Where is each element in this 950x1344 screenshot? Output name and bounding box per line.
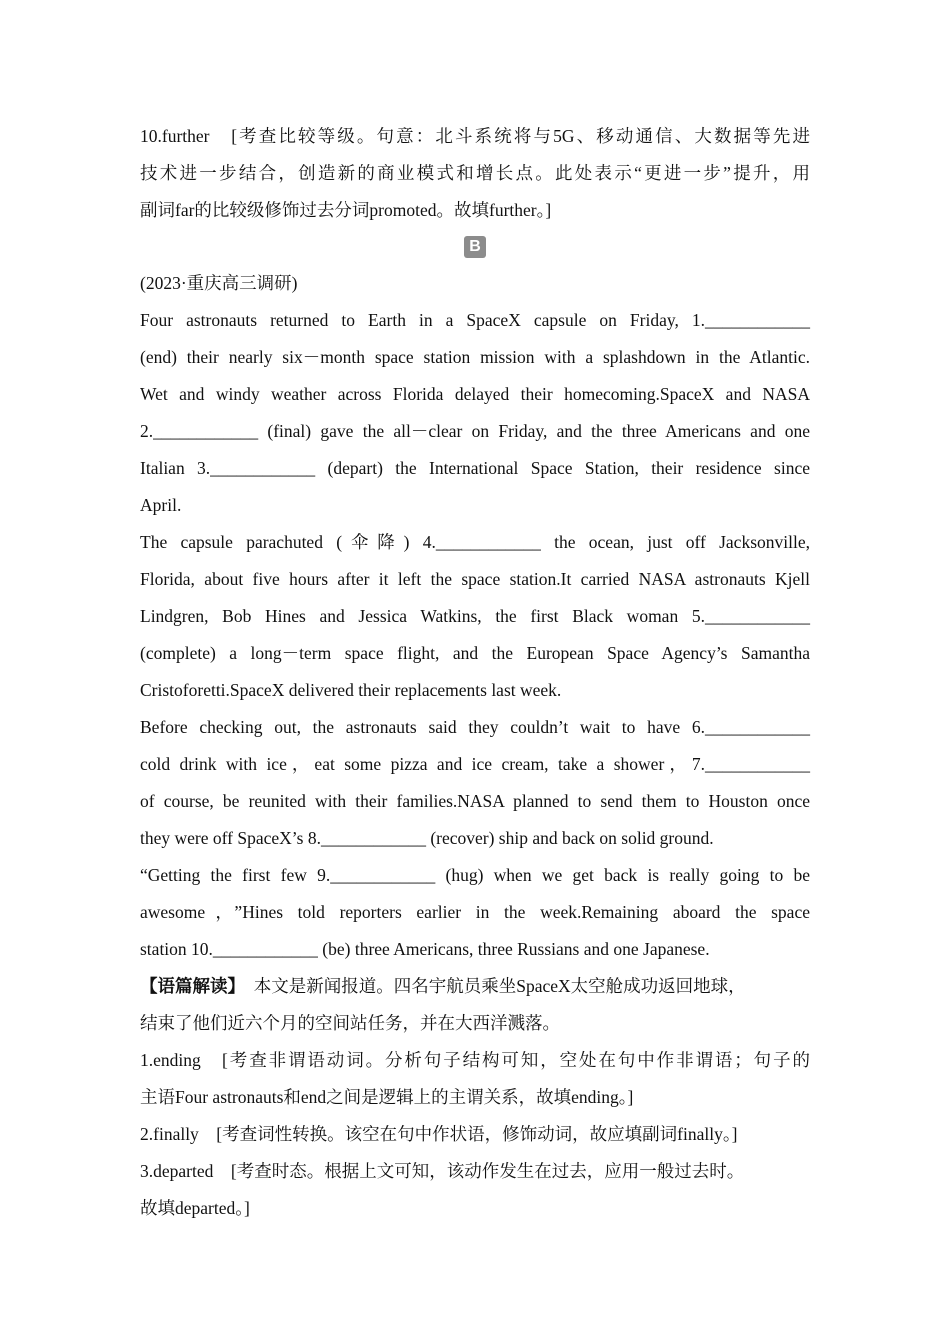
answer-line: 1.ending [考查非谓语动词。分析句子结构可知，空处在句中作非谓语；句子的 (140, 1050, 810, 1070)
reading-summary-line-2: 结束了他们近六个月的空间站任务，并在大西洋溅落。 (140, 1013, 560, 1033)
passage-line: April. (140, 495, 182, 515)
section-badge-row (140, 229, 810, 265)
reading-summary-text: 本文是新闻报道。四名宇航员乘坐SpaceX太空舱成功返回地球， (236, 976, 746, 996)
answer-line: 主语Four astronauts和end之间是逻辑上的主谓关系，故填ending。] (140, 1087, 634, 1107)
passage-line: Cristoforetti.SpaceX delivered their replacements last week. (140, 680, 562, 700)
answer-line: 故填departed。] (140, 1198, 250, 1218)
passage-line: Italian 3.____________ (depart) the International Space Station, their residence since (140, 458, 810, 478)
passage-line: The capsule parachuted (伞降) 4.____________ the ocean, just off Jacksonville, (140, 532, 810, 552)
reading-summary-label: 【语篇解读】 (140, 976, 237, 996)
passage-line: station 10.____________ (be) three Americans, three Russians and one Japanese. (140, 939, 710, 959)
answer-10-line-3: 副词far的比较级修饰过去分词promoted。故填further。] (140, 200, 552, 220)
answer-10-explanation (140, 118, 810, 229)
passage-line: Wet and windy weather across Florida delayed their homecoming.SpaceX and NASA (140, 384, 810, 404)
passage-line: they were off SpaceX’s 8.____________ (recover) ship and back on solid ground. (140, 828, 714, 848)
section-b-badge: B (464, 236, 486, 258)
answer-10-line-2: 技术进一步结合，创造新的商业模式和增长点。此处表示“更进一步”提升，用 (140, 163, 810, 183)
answer-explanations (140, 1042, 810, 1227)
answer-line: 2.finally [考查词性转换。该空在句中作状语，修饰动词，故应填副词finally。] (140, 1124, 738, 1144)
passage-line: (complete) a long－term space flight, and the European Space Agency’s Samantha (140, 643, 810, 663)
reading-summary-line-1 (140, 968, 810, 1005)
source-label: (2023·重庆高三调研) (140, 273, 298, 293)
passage-line: 2.____________ (final) gave the all－clear on Friday, and the three Americans and one (140, 421, 810, 441)
passage-line: (end) their nearly six－month space station mission with a splashdown in the Atlantic. (140, 347, 810, 367)
passage-line: Four astronauts returned to Earth in a SpaceX capsule on Friday, 1.____________ (140, 310, 810, 330)
passage-line: cold drink with ice，eat some pizza and ice cream, take a shower，7.____________ (140, 754, 810, 774)
answer-10-line-1: 10.further [考查比较等级。句意：北斗系统将与5G、移动通信、大数据等先进 (140, 126, 810, 146)
passage (140, 302, 810, 968)
reading-summary (140, 968, 810, 1042)
passage-line: Florida, about five hours after it left the space station.It carried NASA astronauts Kjell (140, 569, 810, 589)
document-page (140, 118, 810, 1227)
passage-line: “Getting the first few 9.____________ (hug) when we get back is really going to be (140, 865, 810, 885)
answer-line: 3.departed [考查时态。根据上文可知，该动作发生在过去，应用一般过去时。 (140, 1161, 745, 1181)
passage-line: of course, be reunited with their families.NASA planned to send them to Houston once (140, 791, 810, 811)
passage-line: Lindgren, Bob Hines and Jessica Watkins, the first Black woman 5.____________ (140, 606, 810, 626)
passage-line: Before checking out, the astronauts said they couldn’t wait to have 6.____________ (140, 717, 810, 737)
passage-line: awesome，”Hines told reporters earlier in the week.Remaining aboard the space (140, 902, 810, 922)
